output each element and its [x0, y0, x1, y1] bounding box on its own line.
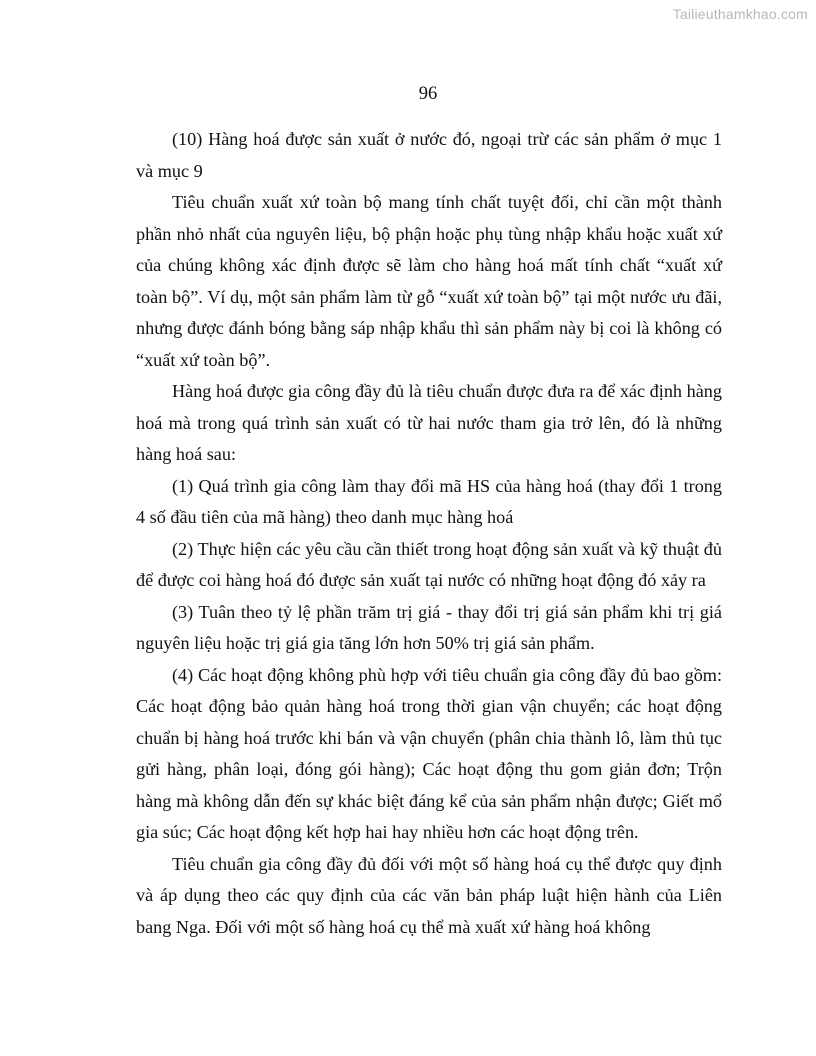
paragraph: (1) Quá trình gia công làm thay đổi mã HS của hàng hoá (thay đổi 1 trong 4 số đầu tiên của mã hàng) theo danh mục hàng hoá: [136, 475, 722, 527]
paragraph: Tiêu chuẩn gia công đầy đủ đối với một số hàng hoá cụ thể được quy định và áp dụng theo các quy định của các văn bản pháp luật hiện hành của Liên bang Nga. Đối với một số hàng hoá cụ thể mà xuất xứ hàng hoá không: [136, 853, 722, 937]
paragraph: Tiêu chuẩn xuất xứ toàn bộ mang tính chất tuyệt đối, chỉ cần một thành phần nhỏ nhất của nguyên liệu, bộ phận hoặc phụ tùng nhập khẩu hoặc xuất xứ của chúng không xác định được sẽ làm cho hàng hoá mất tính chất “xuất xứ toàn bộ”. Ví dụ, một sản phẩm làm từ gỗ “xuất xứ toàn bộ” tại một nước ưu đãi, nhưng được đánh bóng bằng sáp nhập khẩu thì sản phẩm này bị coi là không có “xuất xứ toàn bộ”.: [136, 192, 722, 370]
watermark-text: Tailieuthamkhao.com: [672, 6, 808, 22]
paragraph: (3) Tuân theo tỷ lệ phần trăm trị giá - thay đổi trị giá sản phẩm khi trị giá nguyên liệu hoặc trị giá gia tăng lớn hơn 50% trị giá sản phẩm.: [136, 601, 722, 653]
paragraph: Hàng hoá được gia công đầy đủ là tiêu chuẩn được đưa ra để xác định hàng hoá mà trong quá trình sản xuất có từ hai nước tham gia trở lên, đó là những hàng hoá sau:: [136, 381, 722, 464]
paragraph: (4) Các hoạt động không phù hợp với tiêu chuẩn gia công đầy đủ bao gồm: Các hoạt động bảo quản hàng hoá trong thời gian vận chuyển; các hoạt động chuẩn bị hàng hoá trước khi bán và vận chuyển (phân chia thành lô, làm thủ tục gửi hàng, phân loại, đóng gói hàng); Các hoạt động thu gom giản đơn; Trộn hàng mà không dẫn đến sự khác biệt đáng kể của sản phẩm nhận được; Giết mổ gia súc; Các hoạt động kết hợp hai hay nhiều hơn các hoạt động trên.: [136, 664, 722, 842]
paragraph: (10) Hàng hoá được sản xuất ở nước đó, ngoại trừ các sản phẩm ở mục 1 và mục 9: [136, 129, 722, 181]
document-body: [136, 124, 722, 943]
page-number: 96: [418, 84, 438, 104]
paragraph: (2) Thực hiện các yêu cầu cần thiết trong hoạt động sản xuất và kỹ thuật đủ để được coi hàng hoá đó được sản xuất tại nước có những hoạt động đó xảy ra: [136, 538, 722, 590]
